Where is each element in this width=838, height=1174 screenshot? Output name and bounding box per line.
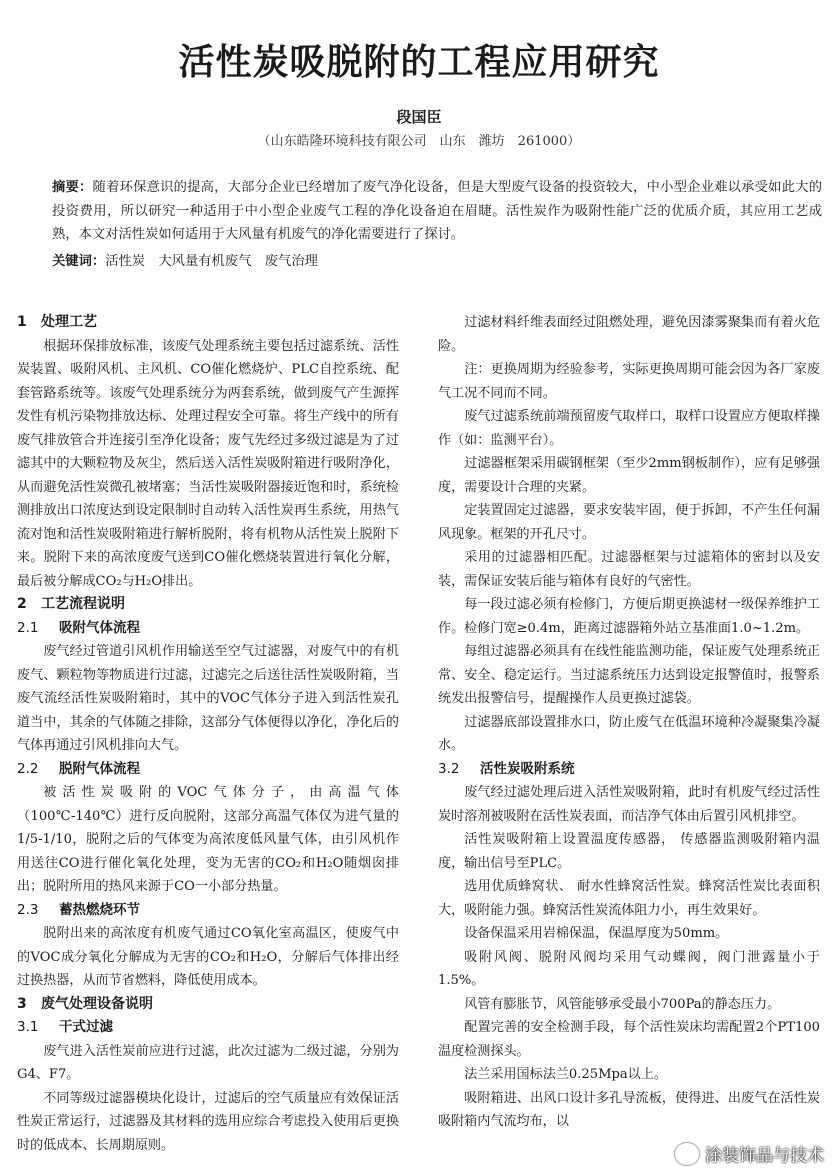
subsection-heading: [17, 617, 399, 641]
section-title: 工艺流程说明: [41, 596, 125, 612]
paragraph: 过滤器框架采用碳钢框架（至少2mm钢板制作），应有足够强度，需要设计合理的夹紧。: [438, 456, 820, 495]
paragraph: 每组过滤器必须具有在线性能监测功能，保证废气处理系统正常、安全、稳定运行。当过滤系统压力达到设定报警值时，报警系统发出报警信号，提醒操作人员更换过滤袋。: [438, 644, 820, 706]
paragraph: 活性炭吸附箱上设置温度传感器， 传感器监测吸附箱内温度，输出信号至PLC。: [438, 832, 820, 871]
subsection-number: 3.2: [438, 760, 460, 777]
subsection-title: 蓄热燃烧环节: [59, 901, 140, 918]
affiliation: （山东皓隆环境科技有限公司 山东 潍坊 261000）: [257, 134, 581, 149]
keywords-text: 活性炭 大风量有机废气 废气治理: [105, 254, 318, 269]
paragraph: 设备保温采用岩棉保温，保温厚度为50mm。: [464, 926, 729, 941]
subsection-title: 脱附气体流程: [59, 760, 140, 777]
paragraph: 定装置固定过滤器，要求安装牢固，便于拆卸，不产生任何漏风现象。框架的开孔尺寸。: [438, 503, 820, 542]
abstract-label: 摘要：: [52, 180, 93, 195]
paragraph: 选用优质蜂窝状、 耐水性蜂窝活性炭。蜂窝活性炭比表面积大，吸附能力强。蜂窝活性炭流体阻力小，再生效果好。: [438, 879, 820, 918]
paragraph: 废气经过滤处理后进入活性炭吸附箱，此时有机废气经过活性炭时溶剂被吸附在活性炭表面，而洁净气体由后置引风机排空。: [438, 785, 820, 824]
subsection-number: 3.1: [17, 1019, 39, 1035]
subsection-heading: [438, 758, 820, 782]
subsection-heading: [17, 758, 399, 782]
subsection-number: 2.3: [17, 901, 39, 918]
paragraph: 风管有膨胀节，风管能够承受最小700Pa的静态压力。: [464, 996, 781, 1012]
left-column: [17, 311, 399, 1157]
section-title: 废气处理设备说明: [41, 995, 153, 1012]
subsection-heading: [17, 899, 399, 923]
subsection-heading: [17, 1016, 399, 1040]
section-heading: [17, 593, 399, 617]
wechat-icon: [675, 1143, 699, 1165]
author: 段国臣: [396, 108, 442, 126]
paragraph: 脱附出来的高浓度有机废气通过CO氧化室高温区，使废气中的VOC成分氧化分解成为无害的CO₂和H₂O，分解后气体排出经过换热器，从而节省燃料，降低使用成本。: [17, 926, 399, 988]
paragraph: 不同等级过滤器模块化设计，过滤后的空气质量应有效保证活性炭正常运行，过滤器及其材料的选用应综合考虑投入使用后更换时的低成本、长周期原则。: [17, 1090, 399, 1153]
paper-title: 活性炭吸脱附的工程应用研究: [178, 42, 660, 83]
section-heading: [17, 993, 399, 1017]
paragraph: 吸附箱进、出风口设计多孔导流板，使得进、出废气在活性炭吸附箱内气流均布，以: [438, 1090, 820, 1129]
paragraph: 过滤材料纤维表面经过阻燃处理，避免因漆雾聚集而有着火危险。: [438, 315, 820, 354]
subsection-title: 活性炭吸附系统: [480, 760, 575, 777]
watermark-text: 涂装饰品与技术: [705, 1146, 824, 1166]
paragraph: 根据环保排放标准，该废气处理系统主要包括过滤系统、活性炭装置、吸附风机、主风机、CO催化燃烧炉、PLC自控系统、配套管路系统等。该废气处理系统分为两套系统，做到废气产生源挥发性有机污染物排放达标、处理过程安全可靠。将生产线中的所有废气排放管合并连接引至净化设备；废气先经过多级过滤是为了过滤其中的大颗粒物及灰尘，然后送入活性炭吸附箱进行吸附净化，从而避免活性炭微孔被堵塞；当活性炭吸附器接近饱和时，系统检测排放出口浓度达到设定限制时自动转入活性炭再生系统，用热气流对饱和活性炭吸附箱进行解析脱附，将有机物从活性炭上脱附下来。脱附下来的高浓度废气送到CO催化燃烧装置进行氧化分解，最后被分解成CO₂与H₂O排出。: [17, 338, 399, 589]
section-title: 处理工艺: [41, 314, 97, 330]
keywords: [52, 250, 822, 269]
paragraph: 每一段过滤必须有检修门，方便后期更换滤材一级保养维护工作。检修门宽≥0.4m，距离过滤器箱外站立基准面1.0~1.2m。: [438, 597, 820, 636]
paragraph: 废气进入活性炭前应进行过滤，此次过滤为二级过滤，分别为G4、F7。: [17, 1043, 399, 1082]
paragraph: 废气过滤系统前端预留废气取样口，取样口设置应方便取样操作（如：监测平台）。: [438, 409, 820, 448]
section-number: 3: [17, 995, 27, 1012]
keywords-label: 关键词：: [52, 254, 106, 269]
abstract: [52, 176, 822, 247]
subsection-title: 干式过滤: [59, 1019, 113, 1035]
section-number: 1: [17, 314, 27, 330]
subsection-number: 2.1: [17, 619, 39, 636]
paragraph: 过滤器底部设置排水口，防止废气在低温环境种冷凝聚集冷凝水。: [438, 714, 820, 753]
section-heading: [17, 311, 399, 335]
paragraph: 吸附风阀、脱附风阀均采用气动蝶阀，阀门泄露量小于1.5%。: [438, 949, 820, 988]
section-number: 2: [17, 596, 27, 612]
paragraph: 采用的过滤器相匹配。过滤器框架与过滤箱体的密封以及安装，需保证安装后能与箱体有良好的气密性。: [438, 550, 820, 589]
right-column: [438, 311, 820, 1134]
watermark: [675, 1141, 824, 1166]
paragraph: 注：更换周期为经验参考，实际更换周期可能会因为各厂家废气工况不同而不同。: [438, 362, 820, 401]
subsection-number: 2.2: [17, 760, 39, 777]
paragraph: 被活性炭吸附的VOC气体分子，由高温气体（100℃-140℃）进行反向脱附，这部分高温气体仅为进气量的1/5-1/10，脱附之后的气体变为高浓度低风量气体，由引风机作用送往CO进行催化氧化处理，变为无害的CO₂和H₂O随烟囱排出；脱附所用的热风来源于CO一小部分热量。: [17, 785, 399, 894]
paragraph: 法兰采用国标法兰0.25Mpa以上。: [464, 1067, 667, 1082]
subsection-title: 吸附气体流程: [59, 619, 140, 636]
paragraph: 配置完善的安全检测手段，每个活性炭床均需配置2个PT100温度检测探头。: [438, 1020, 820, 1059]
abstract-text: 随着环保意识的提高，大部分企业已经增加了废气净化设备，但是大型废气设备的投资较大，中小型企业难以承受如此大的投资费用，所以研究一种适用于中小型企业废气工程的净化设备迫在眉睫。活性炭作为吸附性能广泛的优质介质，其应用工艺成熟，本文对活性炭如何适用于大风量有机废气的净化需要进行了探讨。: [52, 180, 823, 242]
paragraph: 废气经过管道引风机作用输送至空气过滤器，对废气中的有机废气、颗粒物等物质进行过滤，过滤完之后送往活性炭吸附箱，当废气流经活性炭吸附箱时，其中的VOC气体分子进入到活性炭孔道当中，其余的气体随之排除，这部分气体便得以净化，净化后的气体再通过引风机排向大气。: [17, 644, 399, 753]
